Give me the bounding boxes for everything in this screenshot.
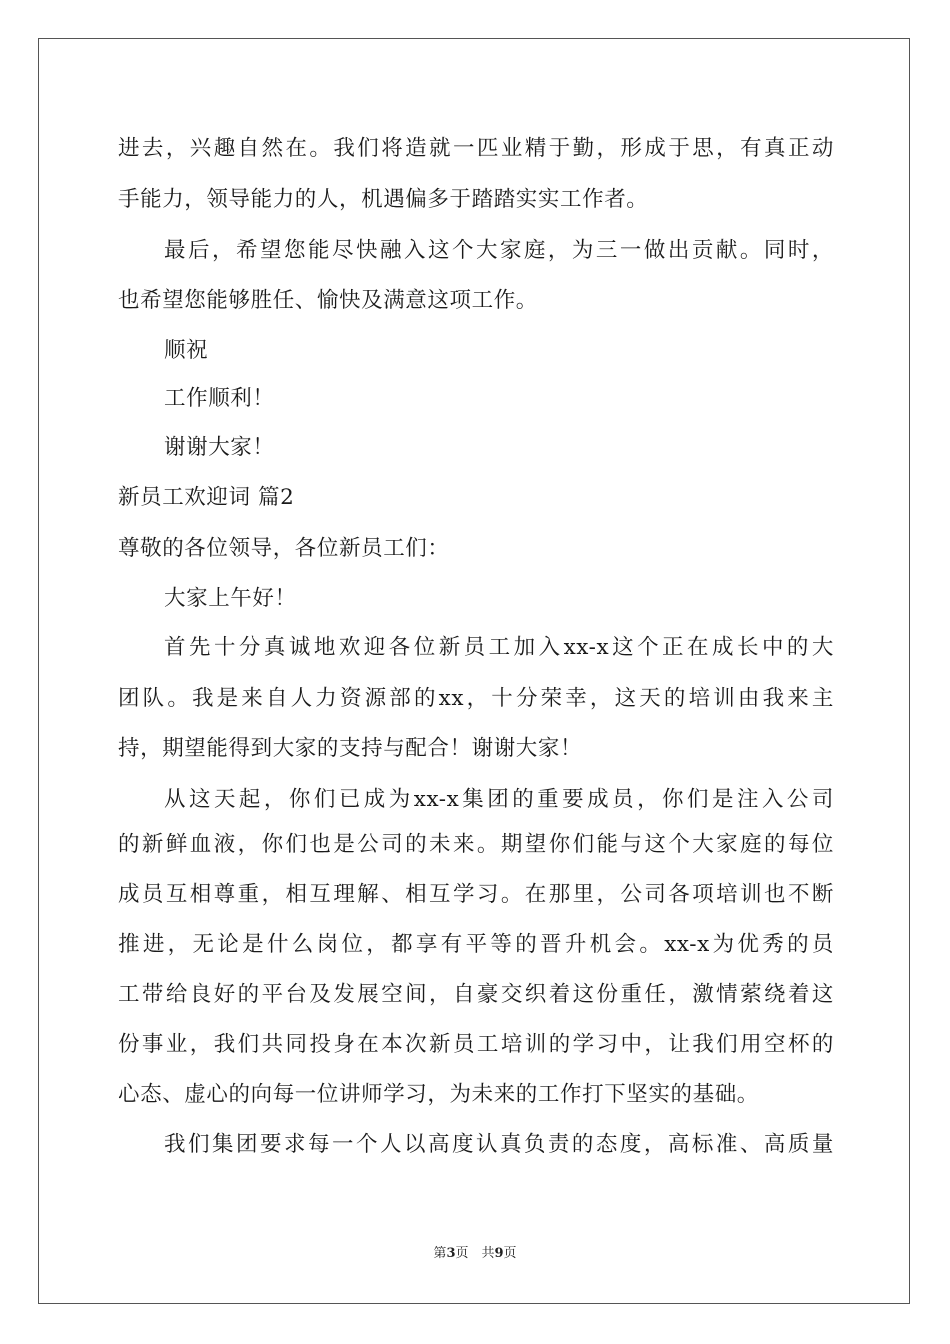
footer-current-page: 3: [446, 1246, 456, 1261]
footer-page-mid: 页 共: [455, 1246, 495, 1261]
paragraph-line: 最后，希望您能尽快融入这个大家庭，为三一做出贡献。同时，: [164, 238, 834, 263]
paragraph-line: 手能力，领导能力的人，机遇偏多于踏踏实实工作者。: [118, 187, 649, 212]
closing-salutation: 顺祝: [164, 338, 209, 363]
closing-wish: 工作顺利！: [164, 386, 275, 411]
page-border: [38, 38, 910, 1304]
closing-thanks: 谢谢大家！: [164, 435, 275, 460]
paragraph-line: 我们集团要求每一个人以高度认真负责的态度，高标准、高质量: [164, 1132, 834, 1157]
paragraph-line: 心态、虚心的向每一位讲师学习，为未来的工作打下坚实的基础。: [118, 1082, 759, 1107]
greeting-address: 尊敬的各位领导，各位新员工们：: [118, 536, 450, 561]
paragraph-line: 成员互相尊重，相互理解、相互学习。在那里，公司各项培训也不断: [118, 882, 834, 907]
greeting: 大家上午好！: [164, 586, 297, 611]
paragraph-line: 也希望您能够胜任、愉快及满意这项工作。: [118, 288, 538, 313]
paragraph-line: 份事业，我们共同投身在本次新员工培训的学习中，让我们用空杯的: [118, 1032, 834, 1057]
footer-page-prefix: 第: [433, 1246, 447, 1261]
paragraph-line: 的新鲜血液，你们也是公司的未来。期望你们能与这个大家庭的每位: [118, 832, 834, 857]
section-heading: 新员工欢迎词 篇2: [118, 485, 295, 510]
paragraph-line: 首先十分真诚地欢迎各位新员工加入xx-x这个正在成长中的大: [164, 635, 834, 660]
paragraph-line: 推进，无论是什么岗位，都享有平等的晋升机会。xx-x为优秀的员: [118, 932, 834, 957]
paragraph-line: 从这天起，你们已成为xx-x集团的重要成员，你们是注入公司: [164, 787, 834, 812]
page-footer: [0, 1245, 950, 1263]
paragraph-line: 进去，兴趣自然在。我们将造就一匹业精于勤，形成于思，有真正动: [118, 136, 834, 161]
paragraph-line: 团队。我是来自人力资源部的xx，十分荣幸，这天的培训由我来主: [118, 686, 834, 711]
footer-page-suffix: 页: [503, 1246, 517, 1261]
footer-total-pages: 9: [494, 1246, 504, 1261]
paragraph-line: 持，期望能得到大家的支持与配合！谢谢大家！: [118, 736, 583, 761]
paragraph-line: 工带给良好的平台及发展空间，自豪交织着这份重任，激情萦绕着这: [118, 982, 834, 1007]
